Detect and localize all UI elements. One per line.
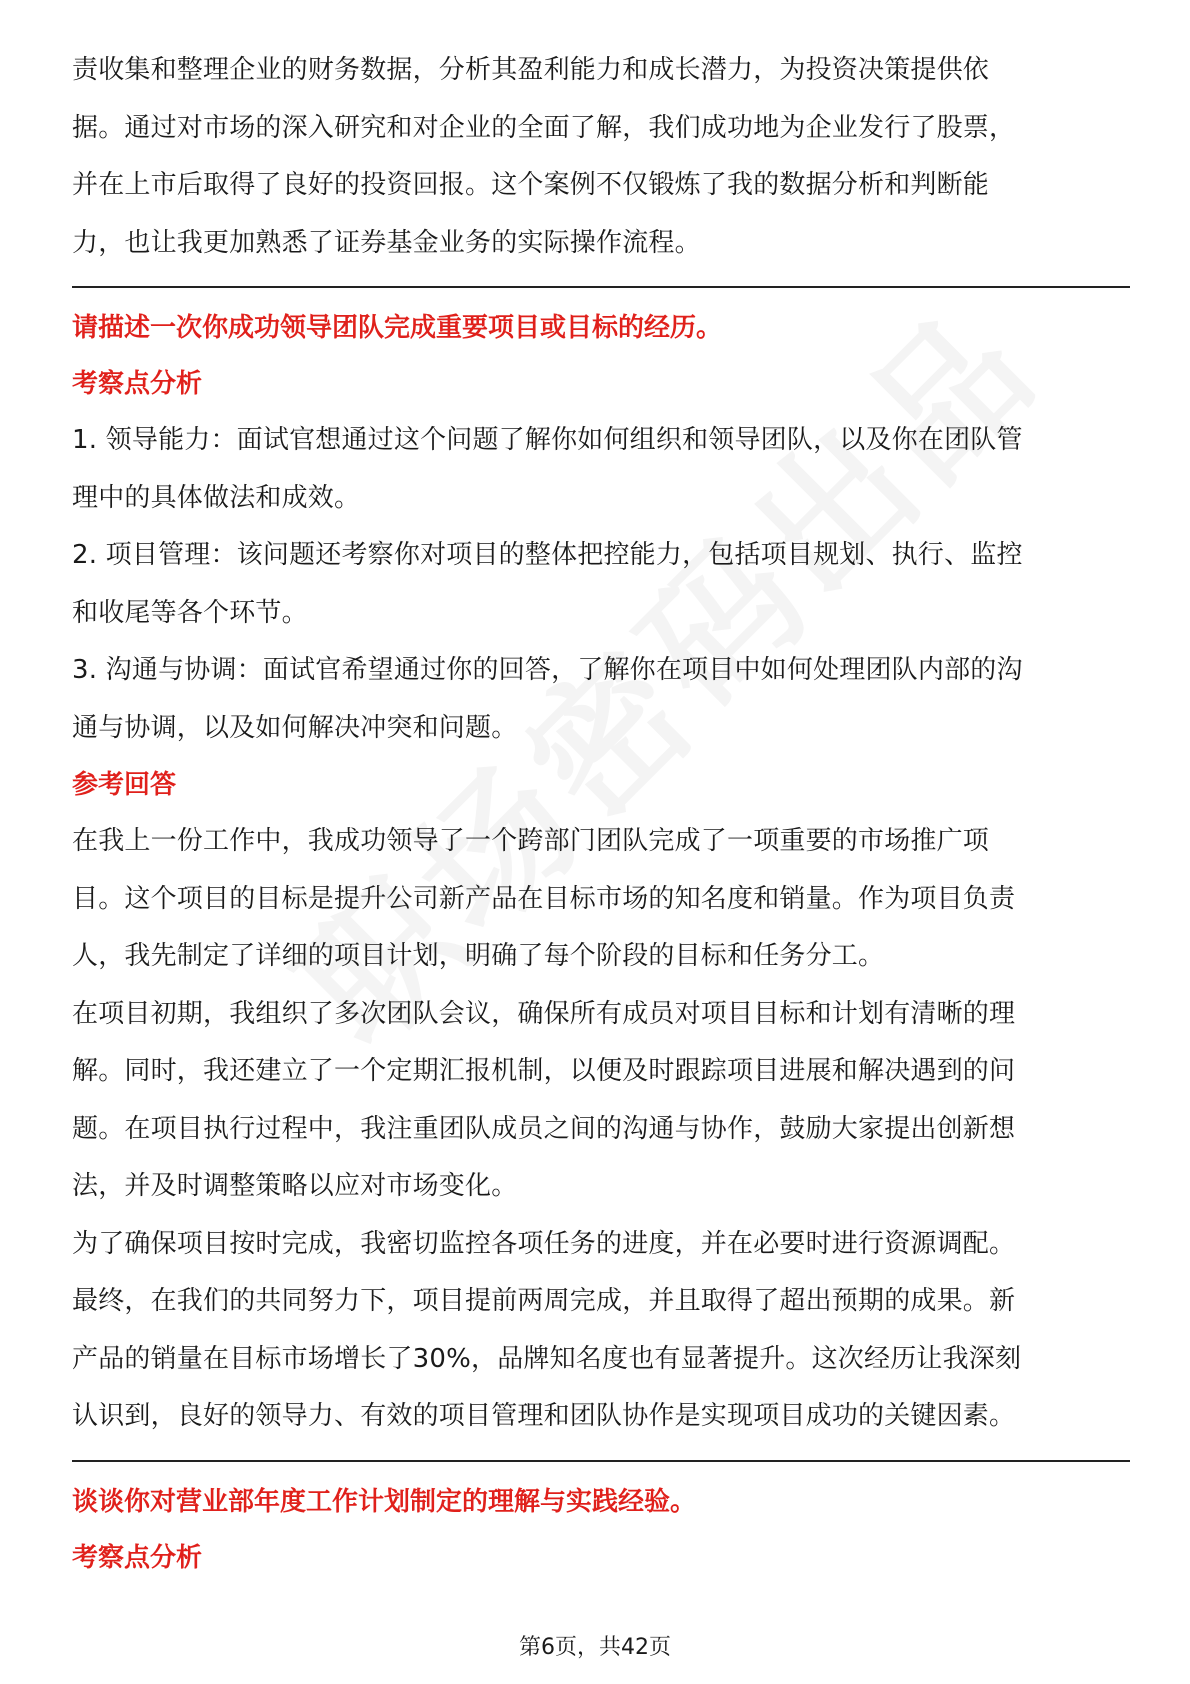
- paragraph-line: 据。通过对市场的深入研究和对企业的全面了解，我们成功地为企业发行了股票，: [72, 112, 1016, 143]
- question-section-2: [72, 1474, 1130, 1586]
- analysis-line: 3. 沟通与协调：面试官希望通过你的回答，了解你在项目中如何处理团队内部的沟: [72, 655, 1023, 685]
- answer-line: 在我上一份工作中，我成功领导了一个跨部门团队完成了一项重要的市场推广项: [72, 826, 990, 856]
- answer-line: 目。这个项目的目标是提升公司新产品在目标市场的知名度和销量。作为项目负责: [72, 883, 1016, 914]
- answer-line: 法，并及时调整策略以应对市场变化。: [72, 1171, 518, 1201]
- analysis-heading: 考察点分析: [72, 1542, 203, 1573]
- analysis-line: 2. 项目管理：该问题还考察你对项目的整体把控能力，包括项目规划、执行、监控: [72, 540, 1023, 570]
- answer-line: 认识到，良好的领导力、有效的项目管理和团队协作是实现项目成功的关键因素。: [72, 1401, 1016, 1431]
- section-divider: [72, 1460, 1130, 1462]
- question-section-1: [72, 300, 1130, 1446]
- section-divider: [72, 286, 1130, 288]
- answer-line: 在项目初期，我组织了多次团队会议，确保所有成员对项目目标和计划有清晰的理: [72, 998, 1016, 1029]
- analysis-line: 通与协调，以及如何解决冲突和问题。: [72, 712, 518, 743]
- answer-line: 人，我先制定了详细的项目计划，明确了每个阶段的目标和任务分工。: [72, 941, 885, 971]
- analysis-line: 1. 领导能力：面试官想通过这个问题了解你如何组织和领导团队，以及你在团队管: [72, 425, 1023, 455]
- paragraph-line: 责收集和整理企业的财务数据，分析其盈利能力和成长潜力，为投资决策提供依: [72, 55, 990, 85]
- answer-line: 产品的销量在目标市场增长了30%，品牌知名度也有显著提升。这次经历让我深刻: [72, 1343, 1022, 1374]
- analysis-line: 理中的具体做法和成效。: [72, 482, 361, 513]
- analysis-line: 和收尾等各个环节。: [72, 597, 308, 628]
- answer-heading: 参考回答: [72, 770, 177, 800]
- paragraph-line: 并在上市后取得了良好的投资回报。这个案例不仅锻炼了我的数据分析和判断能: [72, 170, 990, 200]
- analysis-heading: 考察点分析: [72, 369, 203, 399]
- document-page: [72, 42, 1130, 1586]
- intro-paragraph: [72, 42, 1130, 272]
- question-title: 谈谈你对营业部年度工作计划制定的理解与实践经验。: [72, 1486, 697, 1517]
- answer-line: 为了确保项目按时完成，我密切监控各项任务的进度，并在必要时进行资源调配。: [72, 1228, 1016, 1259]
- answer-line: 最终，在我们的共同努力下，项目提前两周完成，并且取得了超出预期的成果。新: [72, 1286, 1016, 1316]
- question-title: 请描述一次你成功领导团队完成重要项目或目标的经历。: [72, 313, 723, 343]
- page-number: 第6页，共42页: [519, 1635, 671, 1660]
- paragraph-line: 力，也让我更加熟悉了证券基金业务的实际操作流程。: [72, 227, 701, 258]
- answer-line: 题。在项目执行过程中，我注重团队成员之间的沟通与协作，鼓励大家提出创新想: [72, 1113, 1016, 1144]
- answer-line: 解。同时，我还建立了一个定期汇报机制，以便及时跟踪项目进展和解决遇到的问: [72, 1056, 1016, 1086]
